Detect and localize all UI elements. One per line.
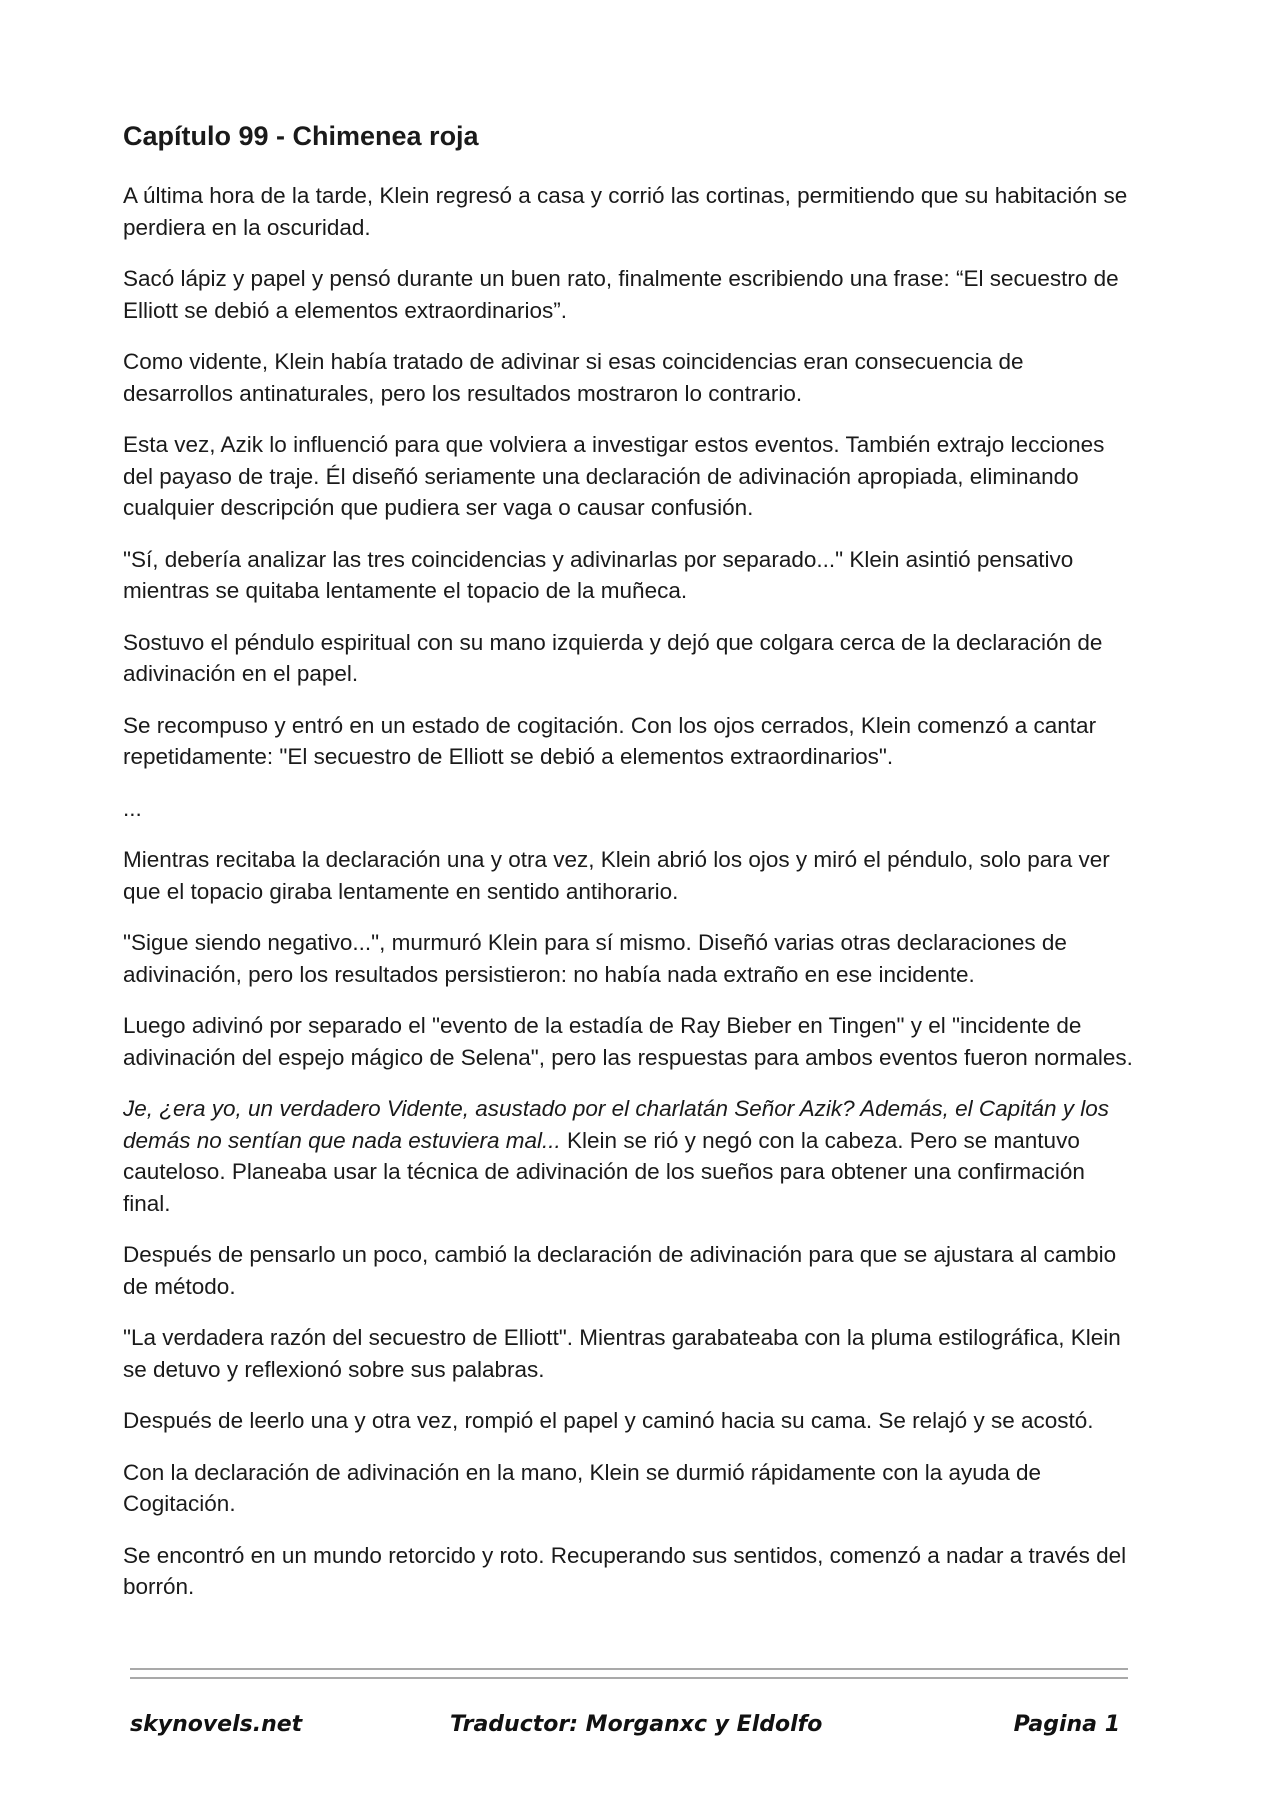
paragraph: [123, 346, 1133, 409]
footer-site: skynovels.net: [130, 1712, 303, 1737]
paragraph-text: ...: [123, 795, 142, 821]
paragraph-text: Klein se rió y negó con la cabeza. Pero se mantuvo cauteloso. Planeaba usar la técnica de adivinación de los sueños para obtener una confirmación final.: [123, 1127, 1085, 1216]
footer-translator: Traductor: Morganxc y Eldolfo: [450, 1712, 823, 1737]
paragraph-text: "Sigue siendo negativo...", murmuró Klein para sí mismo. Diseñó varias otras declaraciones de adivinación, pero los resultados persistieron: no había nada extraño en ese incidente.: [123, 930, 1067, 987]
paragraph: [123, 927, 1133, 990]
paragraph: [123, 710, 1133, 773]
paragraph-text: A última hora de la tarde, Klein regresó a casa y corrió las cortinas, permitiendo que su habitación se perdiera en la oscuridad.: [123, 183, 1128, 240]
paragraph-text: "Sí, debería analizar las tres coincidencias y adivinarlas por separado..." Klein asintió pensativo mientras se quitaba lentamente el topacio de la muñeca.: [123, 546, 1074, 604]
paragraph-text: Después de pensarlo un poco, cambió la declaración de adivinación para que se ajustara al cambio de método.: [123, 1242, 1117, 1299]
paragraph: [123, 1239, 1133, 1302]
paragraph: [123, 1457, 1133, 1520]
paragraph: [123, 1540, 1133, 1603]
scene-break: [123, 793, 1133, 825]
paragraph: [123, 844, 1133, 907]
paragraph: [123, 1010, 1133, 1073]
paragraph-text: Como vidente, Klein había tratado de adivinar si esas coincidencias eran consecuencia de desarrollos antinaturales, pero los resultados mostraron lo contrario.: [123, 349, 1024, 406]
paragraph: [123, 429, 1133, 524]
paragraph-italic-thought: Je, ¿era yo, un verdadero Vidente, asustado por el charlatán Señor Azik? Además, el Capitán y los demás no sentían que nada estuviera mal...: [123, 1096, 1109, 1153]
paragraph-text: Esta vez, Azik lo influenció para que volviera a investigar estos eventos. También extrajo lecciones del payaso de traje. Él diseñó seriamente una declaración de adivinación apropiada, eliminando cualquier descripción que pudiera ser vaga o causar confusión.: [123, 432, 1105, 521]
chapter-title: Capítulo 99 - Chimenea roja: [123, 121, 479, 151]
footer-divider: [130, 1677, 1128, 1679]
footer-page-number: Pagina 1: [1013, 1712, 1120, 1737]
paragraph: [123, 1322, 1133, 1385]
paragraph-text: "La verdadera razón del secuestro de Elliott". Mientras garabateaba con la pluma estilográfica, Klein se detuvo y reflexionó sobre sus palabras.: [123, 1325, 1121, 1382]
paragraph: [123, 1405, 1133, 1437]
paragraph-text: Se recompuso y entró en un estado de cogitación. Con los ojos cerrados, Klein comenzó a cantar repetidamente: "El secuestro de Elliott se debió a elementos extraordinarios".: [123, 712, 1097, 770]
paragraph: [123, 263, 1133, 326]
paragraph-text: Luego adivinó por separado el "evento de la estadía de Ray Bieber en Tingen" y el "incidente de adivinación del espejo mágico de Selena", pero las respuestas para ambos eventos fueron normales.: [123, 1013, 1133, 1070]
paragraph-text: Después de leerlo una y otra vez, rompió el papel y caminó hacia su cama. Se relajó y se acostó.: [123, 1408, 1094, 1434]
page-footer: [130, 1712, 1120, 1748]
paragraph: [123, 1093, 1133, 1219]
paragraph-text: Sostuvo el péndulo espiritual con su mano izquierda y dejó que colgara cerca de la declaración de adivinación en el papel.: [123, 629, 1103, 687]
document-body: [123, 120, 1133, 1623]
paragraph-text: Mientras recitaba la declaración una y otra vez, Klein abrió los ojos y miró el péndulo, solo para ver que el topacio giraba lentamente en sentido antihorario.: [123, 847, 1110, 904]
footer-divider: [130, 1668, 1128, 1670]
paragraph-text: Se encontró en un mundo retorcido y roto. Recuperando sus sentidos, comenzó a nadar a través del borrón.: [123, 1542, 1127, 1600]
paragraph: [123, 627, 1133, 690]
paragraph: [123, 180, 1133, 243]
paragraph-text: Sacó lápiz y papel y pensó durante un buen rato, finalmente escribiendo una frase: “El secuestro de Elliott se debió a elementos extraordinarios”.: [123, 266, 1119, 323]
paragraph: [123, 544, 1133, 607]
paragraph-text: Con la declaración de adivinación en la mano, Klein se durmió rápidamente con la ayuda de Cogitación.: [123, 1459, 1042, 1517]
